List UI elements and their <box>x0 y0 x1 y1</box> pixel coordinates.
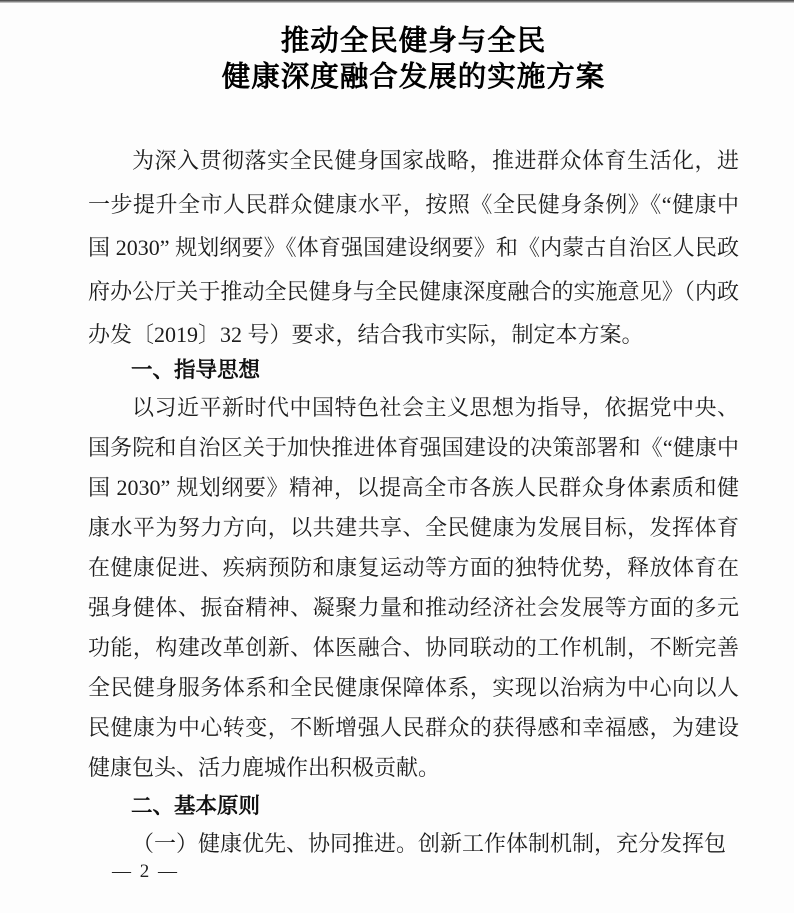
document-title <box>88 24 739 96</box>
intro-paragraph: 为深入贯彻落实全民健身国家战略，推进群众体育生活化，进一步提升全市人民群众健康水平，按照《全民健身条例》《“健康中国 2030” 规划纲要》《体育强国建设纲要》和《内蒙古自治区人民政府办公厅关于推动全民健身与全民健康深度融合的实施意见》（内政办发〔2019〕32 号）要求，结合我市实际，制定本方案。 <box>88 148 739 347</box>
document-title-line-1: 推动全民健身与全民 <box>280 26 547 57</box>
section-heading-guiding-ideology: 一、指导思想 <box>131 357 261 382</box>
section-heading-basic-principles: 二、基本原则 <box>131 793 261 818</box>
document-title-line-2: 健康深度融合发展的实施方案 <box>221 62 606 93</box>
guiding-ideology-paragraph: 以习近平新时代中国特色社会主义思想为指导，依据党中央、国务院和自治区关于加快推进体育强国建设的决策部署和《“健康中国 2030” 规划纲要》精神，以提高全市各族人民群众身体素质和健康水平为努力方向，以共建共享、全民健康为发展目标，发挥体育在健康促进、疾病预防和康复运动等方面的独特优势，释放体育在强身健体、振奋精神、凝聚力量和推动经济社会发展等方面的多元功能，构建改革创新、体医融合、协同联动的工作机制，不断完善全民健身服务体系和全民健康保障体系，实现以治病为中心向以人民健康为中心转变，不断增强人民群众的获得感和幸福感，为建设健康包头、活力鹿城作出积极贡献。 <box>88 394 739 780</box>
window-top-border <box>0 0 794 3</box>
page-number: — 2 — <box>112 861 179 882</box>
basic-principles-paragraph: （一）健康优先、协同推进。创新工作体制机制，充分发挥包 <box>132 830 727 856</box>
